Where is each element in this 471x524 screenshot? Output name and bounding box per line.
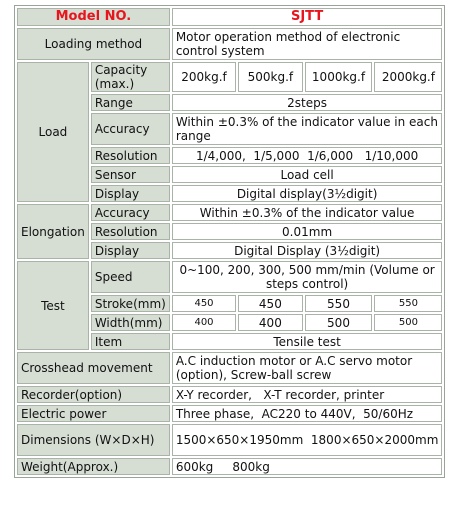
power-row xyxy=(17,405,442,422)
load-display-value: Digital display(3½digit) xyxy=(172,185,443,202)
load-resolution-label: Resolution xyxy=(91,147,170,164)
weight-label: Weight(Approx.) xyxy=(17,458,170,475)
stroke-label: Stroke(mm) xyxy=(91,295,170,312)
capacity-value: 2000kg.f xyxy=(374,62,442,92)
capacity-value: 500kg.f xyxy=(238,62,302,92)
recorder-value: X-Y recorder, X-T recorder, printer xyxy=(172,386,443,403)
sensor-value: Load cell xyxy=(172,166,443,183)
load-display-label: Display xyxy=(91,185,170,202)
load-capacity-row xyxy=(17,62,442,92)
load-resolution-value: 1/4,000, 1/5,000 1/6,000 1/10,000 xyxy=(172,147,443,164)
stroke-value: 550 xyxy=(374,295,442,312)
power-value: Three phase, AC220 to 440V, 50/60Hz xyxy=(172,405,443,422)
test-speed-row xyxy=(17,261,442,293)
dimensions-value: 1500×650×1950mm 1800×650×2000mm xyxy=(172,424,443,456)
weight-value: 600kg 800kg xyxy=(172,458,443,475)
load-group-label: Load xyxy=(17,62,89,202)
item-label: Item xyxy=(91,333,170,350)
model-number: SJTT xyxy=(172,8,443,26)
elongation-accuracy-label: Accuracy xyxy=(91,204,170,221)
power-label: Electric power xyxy=(17,405,170,422)
weight-row xyxy=(17,458,442,475)
width-value: 400 xyxy=(172,314,236,331)
loading-method-label: Loading method xyxy=(17,28,170,60)
sensor-label: Sensor xyxy=(91,166,170,183)
stroke-value: 450 xyxy=(172,295,236,312)
recorder-label: Recorder(option) xyxy=(17,386,170,403)
item-value: Tensile test xyxy=(172,333,443,350)
width-label: Width(mm) xyxy=(91,314,170,331)
elongation-display-value: Digital Display (3½digit) xyxy=(172,242,443,259)
elongation-accuracy-value: Within ±0.3% of the indicator value xyxy=(172,204,443,221)
speed-value: 0~100, 200, 300, 500 mm/min (Volume or steps control) xyxy=(172,261,443,293)
capacity-value: 1000kg.f xyxy=(305,62,373,92)
spec-table xyxy=(14,5,445,478)
stroke-value: 550 xyxy=(305,295,373,312)
capacity-label: Capacity (max.) xyxy=(91,62,170,92)
elongation-display-label: Display xyxy=(91,242,170,259)
width-value: 400 xyxy=(238,314,302,331)
load-accuracy-label: Accuracy xyxy=(91,113,170,145)
range-label: Range xyxy=(91,94,170,111)
loading-method-row xyxy=(17,28,442,60)
elongation-resolution-label: Resolution xyxy=(91,223,170,240)
speed-label: Speed xyxy=(91,261,170,293)
crosshead-row xyxy=(17,352,442,384)
width-value: 500 xyxy=(374,314,442,331)
capacity-value: 200kg.f xyxy=(172,62,236,92)
elongation-group-label: Elongation xyxy=(17,204,89,259)
elongation-resolution-value: 0.01mm xyxy=(172,223,443,240)
dimensions-row xyxy=(17,424,442,456)
crosshead-label: Crosshead movement xyxy=(17,352,170,384)
loading-method-value: Motor operation method of electronic control system xyxy=(172,28,443,60)
test-group-label: Test xyxy=(17,261,89,350)
range-value: 2steps xyxy=(172,94,443,111)
width-value: 500 xyxy=(305,314,373,331)
load-accuracy-value: Within ±0.3% of the indicator value in each range xyxy=(172,113,443,145)
header-row xyxy=(17,8,442,26)
recorder-row xyxy=(17,386,442,403)
elongation-accuracy-row xyxy=(17,204,442,221)
dimensions-label: Dimensions (W×D×H) xyxy=(17,424,170,456)
model-label: Model NO. xyxy=(17,8,170,26)
crosshead-value: A.C induction motor or A.C servo motor (option), Screw-ball screw xyxy=(172,352,443,384)
stroke-value: 450 xyxy=(238,295,302,312)
